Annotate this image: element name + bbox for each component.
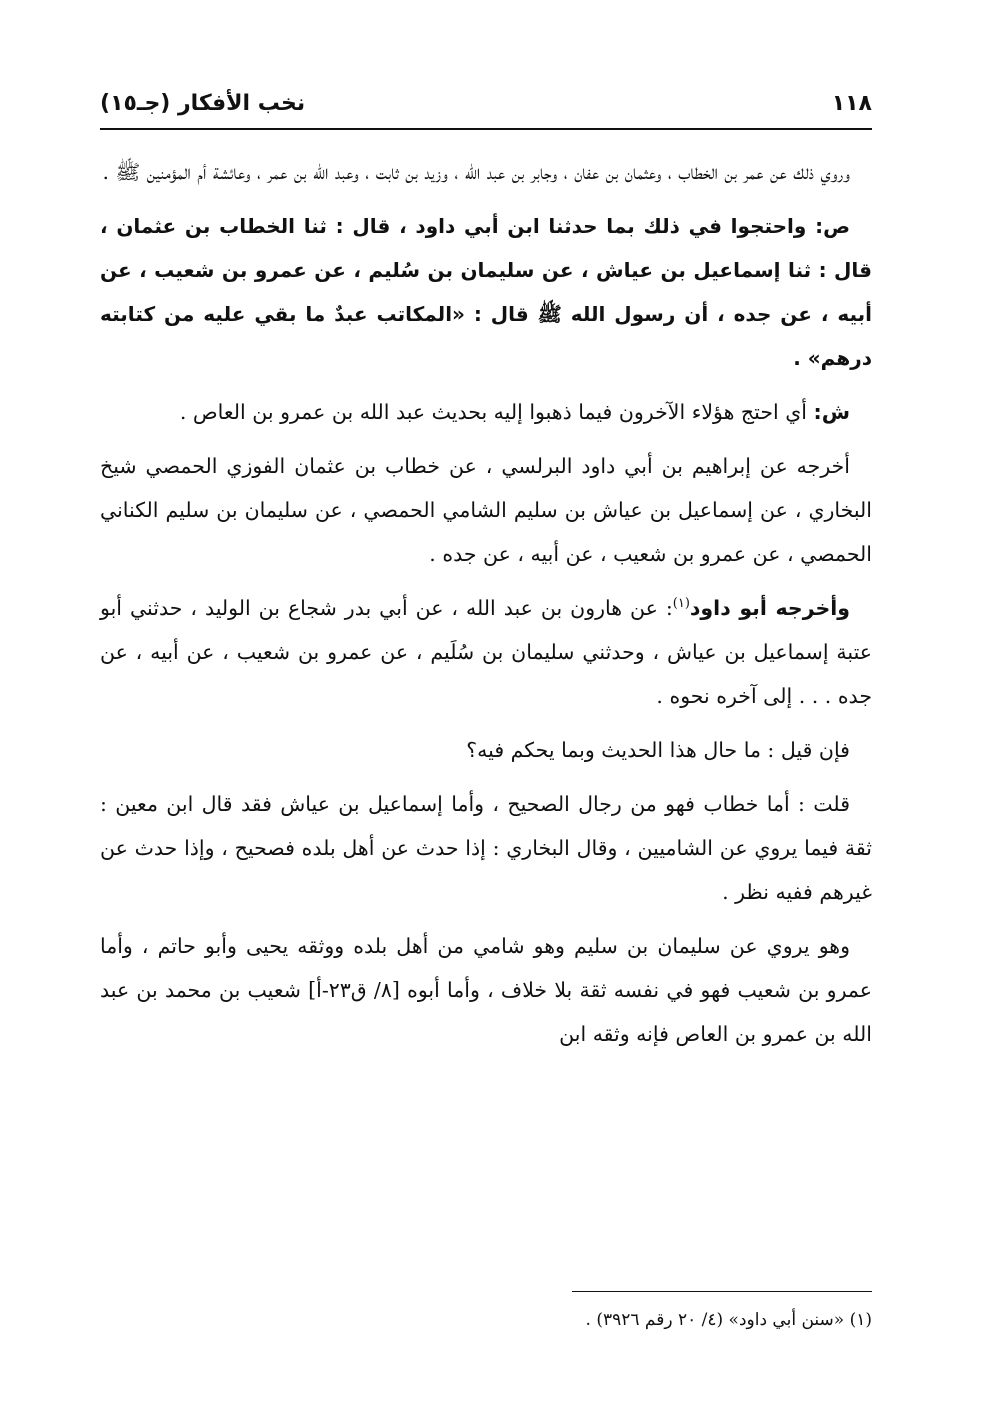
paragraph-text: قلت : أما خطاب فهو من رجال الصحيح ، وأما إسماعيل بن عياش فقد قال ابن معين : ثقة فيما يروي عن الشاميين ، وقال البخاري : إذا حدث عن أهل بلده فصحيح ، وإذا حدث عن غيرهم ففيه نظر . — [100, 792, 872, 904]
paragraph-text: واحتجوا في ذلك بما حدثنا ابن أبي داود ، قال : ثنا الخطاب بن عثمان ، قال : ثنا إسماعيل بن عياش ، عن سليمان بن سُليم ، عن عمرو بن شعيب ، عن أبيه ، عن جده ، أن رسول الله ﷺ قال : «المكاتب عبدٌ ما بقي عليه من كتابته درهم» . — [100, 214, 872, 370]
paragraph-text: أي احتج هؤلاء الآخرون فيما ذهبوا إليه بحديث عبد الله بن عمرو بن العاص . — [179, 400, 814, 424]
paragraph-1 — [100, 150, 872, 194]
paragraph-text: : عن هارون بن عبد الله ، عن أبي بدر شجاع بن الوليد ، حدثني أبو عتبة إسماعيل بن عياش ، وحدثني سليمان بن سُلَيم ، عن عمرو بن شعيب ، عن أبيه ، عن جده . . . إلى آخره نحوه . — [100, 596, 872, 708]
footnote-divider — [572, 1291, 872, 1292]
paragraph-text: وروي ذلك عن عمر بن الخطاب ، وعثمان بن عفان ، وجابر بن عبد الله ، وزيد بن ثابت ، وعبد الله بن عمر ، وعائشة أم المؤمنين ﷺ . — [102, 160, 850, 184]
footnote-text: (١) «سنن أبي داود» (٤/ ٢٠ رقم ٣٩٢٦) . — [585, 1310, 872, 1330]
footnote-marker[interactable]: (١) — [672, 596, 690, 612]
paragraph-6 — [100, 728, 872, 772]
paragraph-text: أخرجه عن إبراهيم بن أبي داود البرلسي ، عن خطاب بن عثمان الفوزي الحمصي شيخ البخاري ، عن إسماعيل بن عياش بن سليم الشامي الحمصي ، عن سليمان بن سليم الكناني الحمصي ، عن عمرو بن شعيب ، عن أبيه ، عن جده . — [100, 454, 872, 566]
paragraph-5 — [100, 586, 872, 718]
paragraph-7 — [100, 782, 872, 914]
paragraph-text: وهو يروي عن سليمان بن سليم وهو شامي من أهل بلده ووثقه يحيى وأبو حاتم ، وأما عمرو بن شعيب فهو في نفسه ثقة بلا خلاف ، وأما أبوه [٨/ ق٢٣-أ] شعيب بن محمد بن عبد الله بن عمرو بن العاص فإنه وثقه ابن — [100, 934, 872, 1046]
paragraph-text: فإن قيل : ما حال هذا الحديث وبما يحكم فيه؟ — [466, 738, 850, 762]
running-header — [100, 86, 872, 120]
paragraph-4 — [100, 444, 872, 576]
paragraph-lead: ص: — [815, 214, 850, 238]
body-text — [100, 150, 872, 1066]
paragraph-3 — [100, 390, 872, 434]
footnote — [100, 1306, 872, 1334]
header-divider — [100, 128, 872, 130]
paragraph-lead: وأخرجه أبو داود — [689, 596, 850, 620]
page — [100, 0, 872, 1417]
paragraph-8 — [100, 924, 872, 1056]
book-title: نخب الأفكار (جـ١٥) — [100, 90, 306, 116]
paragraph-2 — [100, 204, 872, 380]
paragraph-lead: ش: — [813, 400, 850, 424]
page-number: ١١٨ — [831, 90, 872, 116]
